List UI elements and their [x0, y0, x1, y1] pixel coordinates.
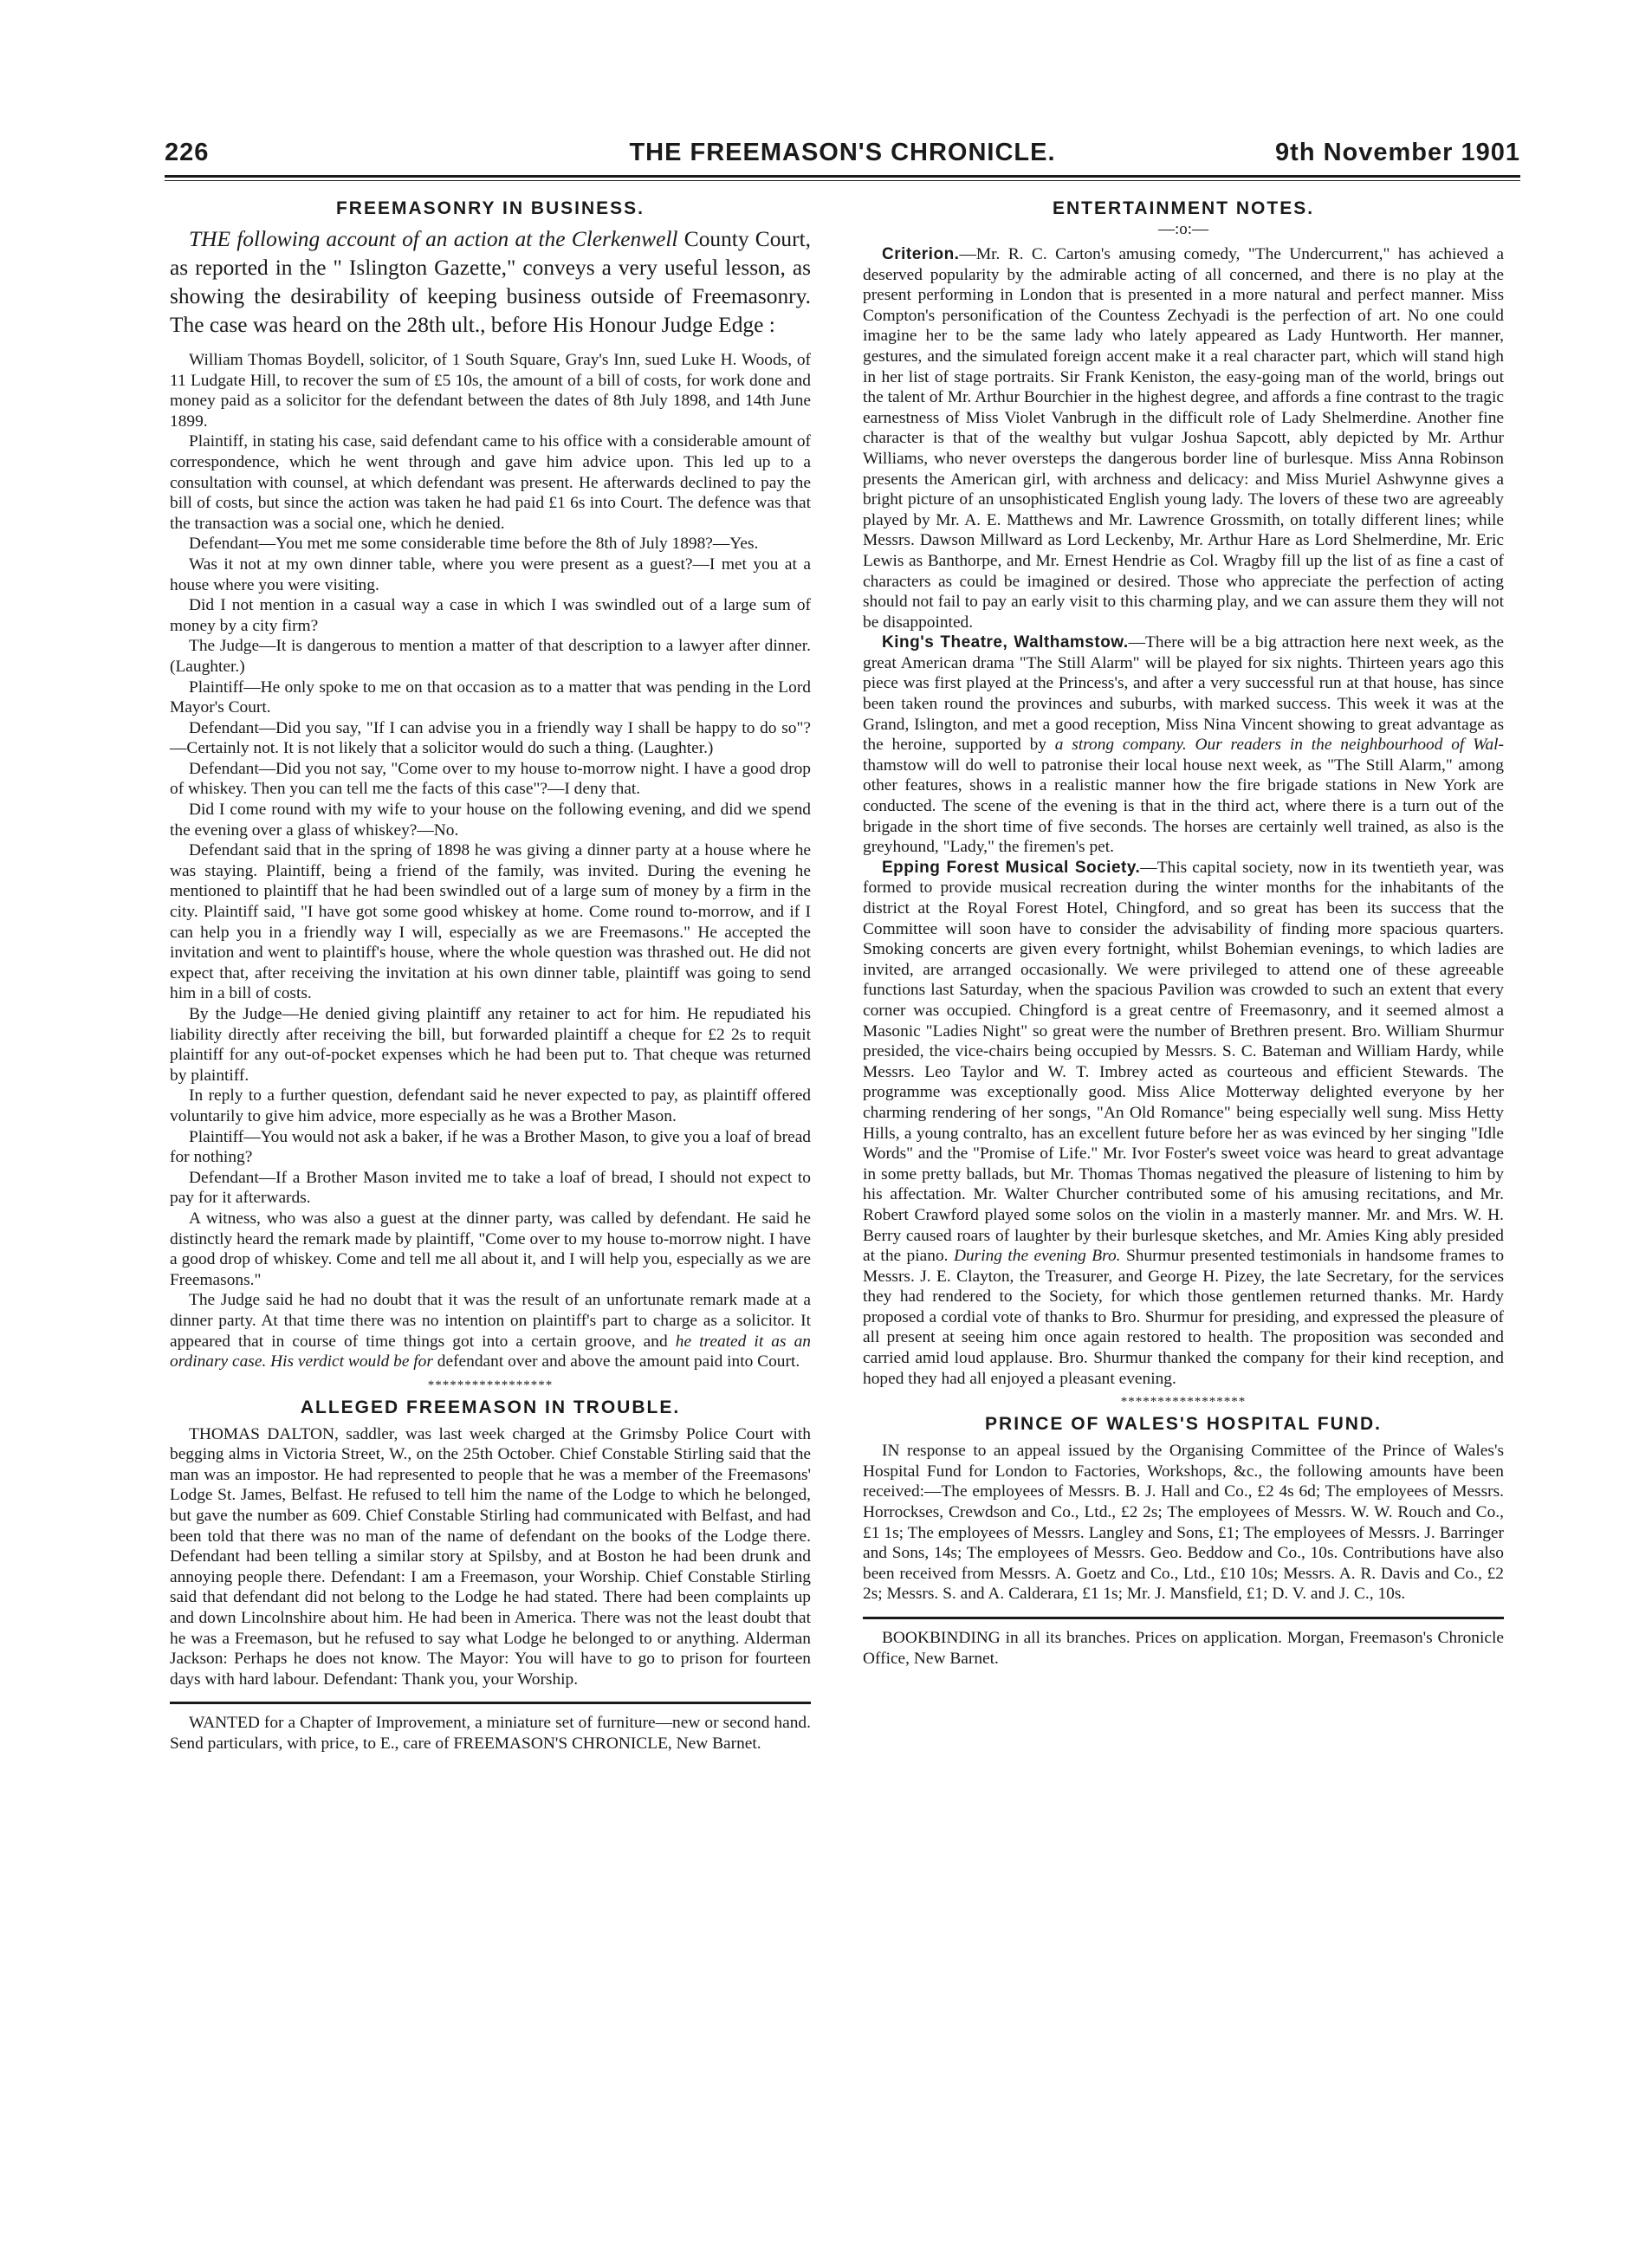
article-paragraph: Plaintiff—He only spoke to me on that occasion as to a matter that was pending in the Lord Mayor's Court.: [170, 678, 811, 717]
note-kings-theatre: [863, 632, 1504, 858]
intro-italic: THE following account of an action at the Clerkenwell: [189, 227, 678, 251]
note-italic: a strong company. Our readers in the neighbourhood of Wal-: [1054, 736, 1505, 755]
article-body: [170, 350, 811, 1290]
article-paragraph: Did I not mention in a casual way a case in which I was swindled out of a large sum of money by a city firm?: [170, 596, 811, 635]
advert-bookbinding: [863, 1628, 1504, 1669]
article-paragraph: The Judge—It is dangerous to mention a matter of that description to a lawyer after dinner. (Laughter.): [170, 637, 811, 676]
note-text: —Mr. R. C. Carton's amusing comedy, "The Undercurrent," has achieved a deserved popularity by the admirable acting of all concerned, and there is no play at the present performing in London that is presented in a more natural and perfect manner. Miss Compton's personification of the Countess Zechyadi is the perfection of art. No one could imagine her to be the same lady who lately appeared as Lady Huntworth. Her manner, gestures, and the simulated foreign accent make it a real character part, which will stand high in her list of stage portraits. Sir Frank Keniston, the easy-going man of the world, brings out the talent of Mr. Arthur Bourchier in the highest degree, and affords a fine contrast to the tragic earnestness of Miss Violet Vanbrugh in the difficult role of Lady Shelmerdine. Another fine character is that of the wealthy but vulgar Joshua Sapcott, ably depicted by Mr. Arthur Williams, who never oversteps the dangerous border line of burlesque. Miss Anna Robinson presents the American girl, with archness and delicacy: and Miss Muriel Ashwynne gives a bright picture of an unsophisticated English young lady. The lovers of these two are agreeably played by Mr. A. E. Matthews and Mr. Lawrence Grossmith, on totally different lines; while Messrs. Dawson Millward as Lord Leckenby, Mr. Arthur Hare as Lord Shelmerdine, Mr. Eric Lewis as Banthorpe, and Mr. Ernest Hendrie as Col. Wragby fill up the list of as fine a cast of characters as could be imagined or desired. Those who appreciate the perfection of acting should not fail to pay an early visit to this charming play, and we can assure them they will not be disappointed.: [863, 245, 1504, 632]
note-text: —This capital society, now in its twentieth year, was formed to provide musical recreation during the winter months for the inhabitants of the district at the Royal Forest Hotel, Chingford, and so great has been its success that the Committee will soon have to consider the advisability of finding more spacious quarters. Smoking concerts are given every fortnight, whilst Bohemian evenings, to which ladies are invited, are arranged occasionally. We were privileged to attend one of these agreeable functions last Saturday, when the spacious Pavilion was crowded to such an extent that every corner was occupied. Chingford is a great centre of Freemasonry, and it seemed almost a Masonic "Ladies Night" so great were the number of Brethren present. Bro. William Shurmur presided, the vice-chairs being occupied by Messrs. S. C. Bateman and William Hardy, while Messrs. Leo Taylor and W. T. Imbrey acted as courteous and efficient Stewards. The programme was exceptionally good. Miss Alice Motterway delighted everyone by her charming rendering of her songs, "An Old Romance" being especially well sung. Miss Hetty Hills, a young contralto, has an excellent future before her as was evinced by her singing "Idle Words" and the "Promise of Life." Mr. Ivor Foster's sweet voice was heard to great advantage in some pretty ballads, but Mr. Thomas Thomas negatived the pleasure of listening to him by his affectation. Mr. Walter Churcher contributed some of his amusing recitations, and Mr. Robert Crawford played some solos on the violin in a masterly manner. Mr. and Mrs. W. H. Berry caused roars of laughter by their burlesque sketches, and Mr. Amies King ably presided at the piano.: [863, 858, 1504, 1266]
article-intro: [170, 225, 811, 340]
article-paragraph: Defendant—If a Brother Mason invited me to take a loaf of bread, I should not expect to pay for it afterwards.: [170, 1168, 811, 1208]
note-italic: During the evening Bro.: [953, 1247, 1121, 1266]
runin-label: Criterion.: [882, 245, 960, 263]
advert-text: for a Chapter of Improvement, a miniature set of furniture—new or second hand. Send particulars, with price, to E., care of: [170, 1714, 811, 1753]
article-paragraph: Defendant said that in the spring of 1898 he was giving a dinner party at a house where he was staying. Plaintiff, being a friend of the family, was invited. During the evening he mentioned to plaintiff that he had been swindled out of a large sum of money by a firm in the city. Plaintiff said, "I have got some good whiskey at home. Come round to-morrow, and if I can help you in a friendly way I will, especially as we are Freemasons." He accepted the invitation and went to plaintiff's house, where the whole question was thrashed out. He did not expect that, after receiving the invitation at his own dinner table, plaintiff was going to send him in a bill of costs.: [170, 841, 811, 1003]
sub-divider: —:o:—: [1157, 220, 1209, 238]
left-column: [170, 198, 811, 1754]
article-paragraph: Plaintiff—You would not ask a baker, if he was a Brother Mason, to give you a loaf of bread for nothing?: [170, 1127, 811, 1167]
advert-lead: WANTED: [189, 1714, 260, 1733]
lead-caps: THOMAS DALTON,: [189, 1424, 339, 1443]
article-paragraph: Was it not at my own dinner table, where you were present as a guest?—I met you at a house where you were visiting.: [170, 554, 811, 594]
advert-rule: [863, 1617, 1504, 1619]
section-separator: *****************: [1120, 1395, 1247, 1410]
masthead-rule-thick: [165, 175, 1520, 178]
article-paragraph: By the Judge—He denied giving plaintiff any retainer to act for him. He repudiated his liability directly after receiving the bill, but forwarded plaintiff a cheque for £2 2s to requit plaintiff for any out-of-pocket expenses which he had been put to. That cheque was returned by plaintiff.: [170, 1005, 811, 1085]
judge-text-end: defendant over and above the amount paid into Court.: [437, 1352, 800, 1371]
note-epping-forest: [863, 858, 1504, 1389]
intro-text: County Court, as reported in the " Islington Gazette," conveys a very useful lesson, as showing the desirability of keeping business outside of Freemasonry. The case was heard on the 28th ult., before His Honour Judge Edge :: [170, 227, 811, 337]
advert-text: in all its branches. Prices on application. Morgan, Freemason's Chronicle Office, New Barnet.: [863, 1629, 1504, 1668]
article-paragraph: [170, 1290, 811, 1371]
article-paragraph: [170, 1424, 811, 1690]
advert-name: FREEMASON'S CHRONICLE,: [453, 1735, 672, 1753]
right-column: [863, 198, 1504, 1669]
runin-label: King's Theatre, Walthamstow.: [882, 633, 1129, 652]
article-heading: ENTERTAINMENT NOTES.: [1052, 198, 1315, 218]
article-freemasonry-in-business: [170, 198, 811, 1372]
masthead: [165, 139, 1520, 173]
article-paragraph: [863, 1441, 1504, 1605]
article-alleged-freemason: [170, 1397, 811, 1690]
article-paragraph: Defendant—Did you say, "If I can advise you in a friendly way I shall be happy to do so"?—Certainly not. It is not likely that a solicitor would do such a thing. (Laughter.): [170, 718, 811, 758]
masthead-rule-thin: [165, 180, 1520, 181]
advert-rule: [170, 1702, 811, 1704]
judge-text: The Judge said he had no doubt that it was the result of an unfortunate remark made at a dinner party. At that time there was no intention on plaintiff's part to charge as a solicitor. It appeared that in course of time things got into a certain groove, and: [170, 1291, 811, 1351]
article-heading: FREEMASONRY IN BUSINESS.: [335, 198, 645, 218]
article-heading: ALLEGED FREEMASON IN TROUBLE.: [300, 1397, 681, 1417]
article-text: saddler, was last week charged at the Grimsby Police Court with begging alms in Victoria Street, W., on the 25th October. Chief Constable Stirling said that the man was an impostor. He had represented to people that he was a member of the Freemasons' Lodge St. James, Belfast. He refused to tell him the name of the Lodge to which he belonged, but gave the number as 609. Chief Constable Stirling had communicated with Belfast, and had been told that there was no man of the name of defendant on the books of the Lodge there. Defendant had been telling a similar story at Spilsby, and at Boston he had been drunk and annoying people there. Defendant: I am a Freemason, your Worship. Chief Constable Stirling said that defendant did not belong to the Lodge he had stated. There had been complaints up and down Lincolnshire about him. He had been in America. There was not the least doubt that he was a Freemason, but he refused to say what Lodge he belonged to or anything. Alderman Jackson: Perhaps he does not know. The Mayor: You will have to go to prison for fourteen days with hard labour. Defendant: Thank you, your Worship.: [170, 1424, 811, 1689]
article-paragraph: Did I come round with my wife to your house on the following evening, and did we spend the evening over a glass of whiskey?—No.: [170, 801, 811, 840]
advert-text-end: New Barnet.: [676, 1735, 761, 1753]
note-text: —There will be a big attraction here next week, as the great American drama "The Still Alarm" will be played for six nights. Thirteen years ago this piece was first played at the Princess's, and after a very successful run at that house, has since been taken round the provinces and suburbs, with marked success. This week it was at the Grand, Islington, and met a good reception, Miss Nina Vincent showing to great advantage as the heroine, supported by: [863, 633, 1504, 755]
article-heading: PRINCE OF WALES'S HOSPITAL FUND.: [985, 1414, 1382, 1435]
advert-wanted: [170, 1713, 811, 1754]
article-paragraph: In reply to a further question, defendant said he never expected to pay, as plaintiff offered voluntarily to give him advice, more especially as he was a Brother Mason.: [170, 1086, 811, 1125]
advert-lead: BOOKBINDING: [882, 1629, 1001, 1647]
article-paragraph: Defendant—You met me some considerable time before the 8th of July 1898?—Yes.: [189, 535, 759, 554]
article-text: response to an appeal issued by the Organising Committee of the Prince of Wales's Hospital Fund for London to Factories, Workshops, &c., the following amounts have been received:—The employees of Messrs. B. J. Hall and Co., £2 4s 6d; The employees of Messrs. Horrockses, Crewdson and Co., Ltd., £2 2s; The employees of Messrs. W. W. Rouch and Co., £1 1s; The employees of Messrs. Langley and Sons, £1; The employees of Messrs. J. Barringer and Sons, 14s; The employees of Messrs. Geo. Beddow and Co., 10s. Contributions have also been received from Messrs. A. Goetz and Co., Ltd., £10 10s; Messrs. A. R. Davis and Co., £2 2s; Messrs. S. and A. Calderara, £1 1s; Mr. J. Mansfield, £1; D. V. and J. C., 10s.: [863, 1442, 1504, 1604]
article-entertainment-notes: [863, 198, 1504, 1389]
lead-caps: IN: [882, 1442, 900, 1461]
note-criterion: [863, 244, 1504, 632]
masthead-title: THE FREEMASON'S CHRONICLE.: [629, 139, 1056, 166]
judge-italic: he treated it as an ordinary case. His verdict would be for: [170, 1332, 811, 1371]
page-number: 226: [165, 139, 210, 166]
runin-label: Epping Forest Musical Society.: [882, 858, 1141, 877]
article-paragraph: Defendant—Did you not say, "Come over to my house to-morrow night. I have a good drop of whiskey. Then you can tell me the facts of this case"?—I deny that.: [170, 759, 811, 799]
article-paragraph: William Thomas Boydell, solicitor, of 1 South Square, Gray's Inn, sued Luke H. Woods, of 11 Ludgate Hill, to recover the sum of £5 10s, the amount of a bill of costs, for work done and money paid as a solicitor for the defendant between the dates of 8th July 1898, and 14th June 1899.: [170, 351, 811, 431]
article-paragraph: A witness, who was also a guest at the dinner party, was called by defendant. He said he distinctly heard the remark made by plaintiff, "Come over to my house to-morrow night. I have a good drop of whiskey. Come and tell me all about it, and I will help you, especially as we are Freemasons.": [170, 1209, 811, 1289]
note-text-end: thamstow will do well to patronise their local house next week, as "The Still Alarm," among other features, shows in a realistic manner how the fire brigade stations in New York are conducted. The scene of the evening is that in the third act, where there is a turn out of the brigade in the short time of five seconds. The horses are certainly well trained, as also is the greyhound, "Lady," the firemen's pet.: [863, 755, 1504, 857]
section-separator: *****************: [427, 1378, 554, 1392]
article-paragraph: Plaintiff, in stating his case, said defendant came to his office with a considerable amount of correspondence, which he went through and gave him advice upon. This led up to a consultation with counsel, at which defendant was present. He afterwards declined to pay the bill of costs, but since the action was taken he had paid £1 6s into Court. The defence was that the transaction was a social one, which he denied.: [170, 432, 811, 533]
article-hospital-fund: [863, 1413, 1504, 1605]
issue-date: 9th November 1901: [1275, 139, 1520, 166]
note-text-end: Shurmur presented testimonials in handsome frames to Messrs. J. E. Clayton, the Treasurer, and George H. Pizey, the late Secretary, for the services they had rendered to the Society, for which those gentlemen returned thanks. Mr. Hardy proposed a cordial vote of thanks to Bro. Shurmur for presiding, and expressed the pleasure of all present at seeing him once again restored to health. The proposition was seconded and carried amid loud applause. Bro. Shurmur thanked the company for their kind reception, and hoped they had all enjoyed a pleasant evening.: [863, 1247, 1505, 1388]
